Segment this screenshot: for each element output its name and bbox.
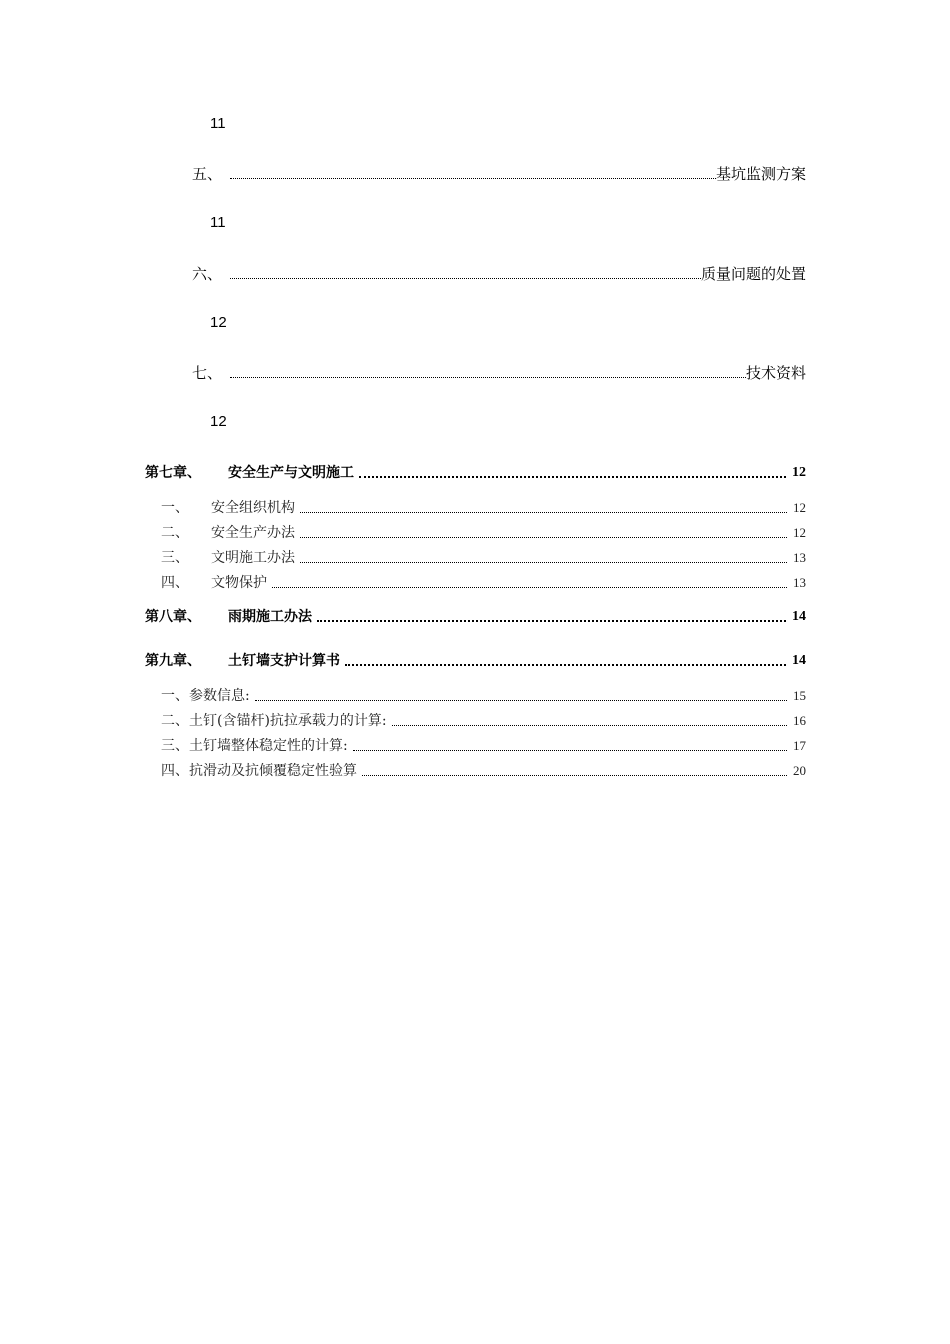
- toc-section-row[interactable]: [192, 162, 806, 184]
- toc-page-number: 12: [793, 525, 806, 540]
- toc-item-row[interactable]: [161, 735, 806, 755]
- toc-chapter-row[interactable]: [145, 606, 806, 626]
- dot-leader: [230, 377, 746, 378]
- toc-chapter-title: 土钉墙支护计算书: [228, 653, 340, 669]
- toc-page-number: 12: [792, 465, 806, 480]
- dot-leader: [300, 512, 787, 513]
- toc-section-index: 七、: [192, 364, 223, 382]
- toc-item-title: 四、抗滑动及抗倾覆稳定性验算: [161, 763, 357, 779]
- dot-leader: [362, 775, 787, 776]
- toc-subsection-index: 二、: [161, 525, 189, 541]
- toc-page-number: 17: [793, 738, 806, 753]
- toc-chapter-index: 第七章、: [145, 465, 201, 481]
- toc-subsection-index: 一、: [161, 500, 189, 516]
- dot-leader: [272, 587, 787, 588]
- page-number-line: 12: [210, 314, 227, 331]
- toc-subsection-row[interactable]: [161, 572, 806, 592]
- toc-subsection-title: 安全生产办法: [211, 525, 295, 541]
- dot-leader: [359, 476, 786, 478]
- toc-item-row[interactable]: [161, 710, 806, 730]
- dot-leader: [317, 620, 786, 622]
- toc-subsection-row[interactable]: [161, 522, 806, 542]
- dot-leader: [300, 537, 787, 538]
- page-number-line: 11: [210, 115, 226, 132]
- dot-leader: [300, 562, 787, 563]
- page-number-line: 11: [210, 214, 226, 231]
- toc-subsection-row[interactable]: [161, 497, 806, 517]
- toc-section-index: 六、: [192, 265, 223, 283]
- dot-leader: [345, 664, 786, 666]
- toc-chapter-index: 第九章、: [145, 653, 201, 669]
- toc-section-title: 基坑监测方案: [715, 165, 806, 183]
- toc-page-number: 20: [793, 763, 806, 778]
- toc-item-row[interactable]: [161, 685, 806, 705]
- toc-page-number: 13: [793, 550, 806, 565]
- toc-subsection-index: 三、: [161, 550, 189, 566]
- toc-subsection-title: 文明施工办法: [211, 550, 295, 566]
- toc-page-number: 15: [793, 688, 806, 703]
- dot-leader: [230, 278, 701, 279]
- toc-item-title: 二、土钉(含锚杆)抗拉承载力的计算:: [161, 713, 387, 729]
- dot-leader: [353, 750, 787, 751]
- toc-page-number: 14: [792, 609, 806, 624]
- toc-section-index: 五、: [192, 165, 223, 183]
- toc-page-number: 12: [793, 500, 806, 515]
- toc-subsection-title: 安全组织机构: [211, 500, 295, 516]
- page-number-line: 12: [210, 413, 227, 430]
- toc-subsection-title: 文物保护: [211, 575, 267, 591]
- dot-leader: [230, 178, 716, 179]
- toc-section-row[interactable]: [192, 361, 806, 383]
- toc-page-number: 13: [793, 575, 806, 590]
- toc-section-row[interactable]: [192, 262, 806, 284]
- toc-chapter-title: 安全生产与文明施工: [228, 465, 354, 481]
- toc-chapter-index: 第八章、: [145, 609, 201, 625]
- toc-item-title: 一、参数信息:: [161, 688, 250, 704]
- toc-section-title: 质量问题的处置: [700, 265, 806, 283]
- dot-leader: [392, 725, 787, 726]
- toc-chapter-title: 雨期施工办法: [228, 609, 312, 625]
- toc-chapter-row[interactable]: [145, 462, 806, 482]
- toc-subsection-index: 四、: [161, 575, 189, 591]
- toc-item-title: 三、土钉墙整体稳定性的计算:: [161, 738, 348, 754]
- toc-subsection-row[interactable]: [161, 547, 806, 567]
- toc-section-title: 技术资料: [745, 364, 806, 382]
- dot-leader: [255, 700, 787, 701]
- toc-page-number: 16: [793, 713, 806, 728]
- toc-page-number: 14: [792, 653, 806, 668]
- toc-item-row[interactable]: [161, 760, 806, 780]
- toc-chapter-row[interactable]: [145, 650, 806, 670]
